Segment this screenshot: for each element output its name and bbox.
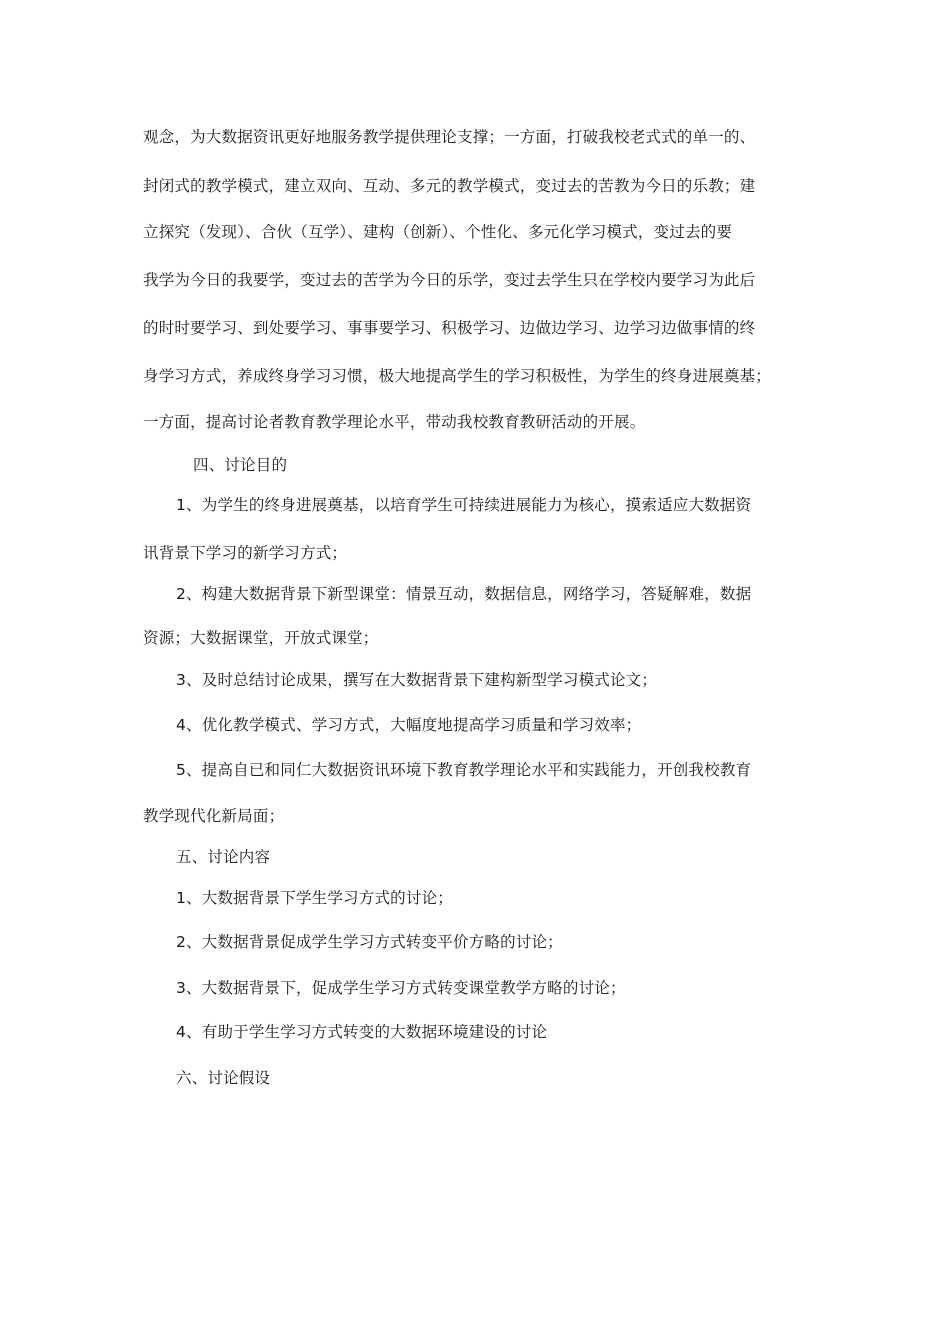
paragraph-line: 立探究（发现）、合伙（互学）、建构（创新）、个性化、多元化学习模式，变过去的要 <box>143 223 733 241</box>
list-item-continuation: 讯背景下学习的新学习方式； <box>143 544 348 562</box>
section-heading: 五、讨论内容 <box>176 848 271 866</box>
list-item: 2、构建大数据背景下新型课堂：情景互动，数据信息，网络学习，答疑解难，数据 <box>176 585 752 603</box>
list-item: 4、优化教学模式、学习方式，大幅度地提高学习质量和学习效率； <box>176 716 642 734</box>
list-item-continuation: 教学现代化新局面； <box>143 807 285 825</box>
list-item: 3、大数据背景下，促成学生学习方式转变课堂教学方略的讨论； <box>176 979 626 997</box>
list-item-continuation: 资源；大数据课堂，开放式课堂； <box>143 629 379 647</box>
section-heading: 六、讨论假设 <box>176 1069 271 1087</box>
paragraph-line: 封闭式的教学模式，建立双向、互动、多元的教学模式，变过去的苦教为今日的乐教；建 <box>143 177 756 195</box>
list-item: 3、及时总结讨论成果，撰写在大数据背景下建构新型学习模式论文； <box>176 671 658 689</box>
list-item: 1、为学生的终身进展奠基，以培育学生可持续进展能力为核心，摸索适应大数据资 <box>176 496 752 514</box>
list-item: 2、大数据背景促成学生学习方式转变平价方略的讨论； <box>176 933 563 951</box>
list-item: 4、有助于学生学习方式转变的大数据环境建设的讨论 <box>176 1023 548 1041</box>
list-item: 1、大数据背景下学生学习方式的讨论； <box>176 889 453 907</box>
paragraph-line: 我学为今日的我要学，变过去的苦学为今日的乐学，变过去学生只在学校内要学习为此后 <box>143 271 756 289</box>
paragraph-line: 观念，为大数据资讯更好地服务教学提供理论支撑；一方面，打破我校老式式的单一的、 <box>143 128 756 146</box>
paragraph-line: 的时时要学习、到处要学习、事事要学习、积极学习、边做边学习、边学习边做事情的终 <box>143 319 756 337</box>
list-item: 5、提高自已和同仁大数据资讯环境下教育教学理论水平和实践能力，开创我校教育 <box>176 761 752 779</box>
paragraph-line: 身学习方式，养成终身学习习惯，极大地提高学生的学习积极性，为学生的终身进展奠基； <box>143 367 772 385</box>
section-heading: 四、讨论目的 <box>193 456 288 474</box>
paragraph-line: 一方面，提高讨论者教育教学理论水平，带动我校教育教研活动的开展。 <box>143 413 646 431</box>
